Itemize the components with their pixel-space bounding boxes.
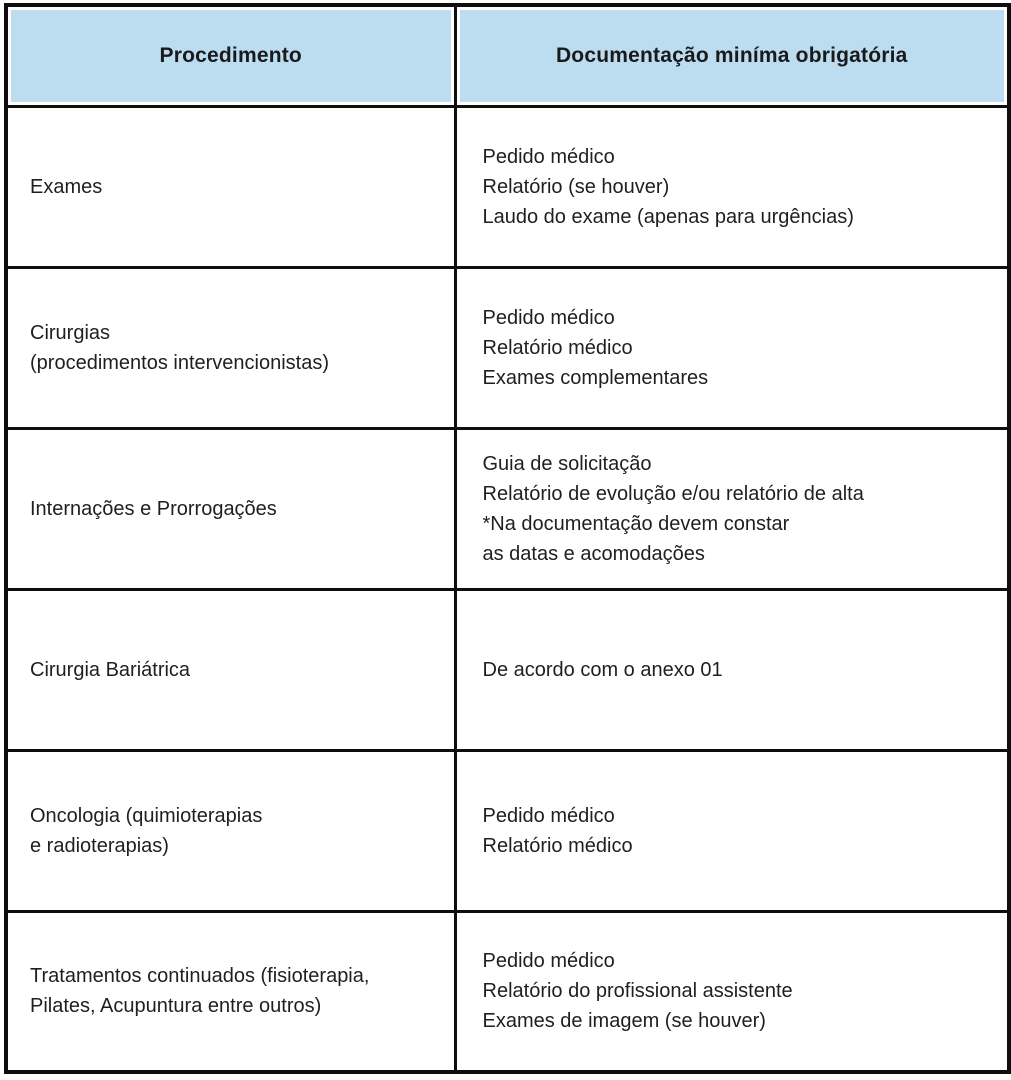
documentacao-line: Relatório médico — [482, 834, 633, 857]
documentacao-line: as datas e acomodações — [482, 542, 705, 565]
header-procedimento: Procedimento — [6, 5, 455, 106]
documentacao-line: Exames de imagem (se houver) — [482, 1010, 766, 1033]
documentacao-line: Pedido médico — [482, 804, 615, 827]
procedures-documentation-table — [4, 3, 1011, 1074]
documentacao-cell — [455, 589, 1009, 750]
procedimento-line: Pilates, Acupuntura entre outros) — [30, 995, 322, 1018]
documentacao-cell — [455, 267, 1009, 428]
documentacao-line: Guia de solicitação — [482, 452, 652, 475]
procedimento-cell — [6, 750, 455, 911]
procedimento-line: (procedimentos intervencionistas) — [30, 351, 330, 374]
documentacao-line: Pedido médico — [482, 950, 615, 973]
table-row — [6, 106, 1009, 267]
documentacao-line: *Na documentação devem constar — [482, 512, 790, 535]
header-documentacao-minima: Documentação miníma obrigatória — [455, 5, 1009, 106]
documentacao-line: Relatório médico — [482, 336, 633, 359]
table-row — [6, 750, 1009, 911]
table-row — [6, 428, 1009, 589]
documentacao-cell — [455, 750, 1009, 911]
table-body — [6, 106, 1009, 1072]
documentacao-line: Relatório do profissional assistente — [482, 980, 793, 1003]
documentacao-line: Pedido médico — [482, 306, 615, 329]
documentacao-line: Pedido médico — [482, 145, 615, 168]
documentacao-line: Relatório de evolução e/ou relatório de alta — [482, 482, 864, 505]
procedimento-line: Cirurgia Bariátrica — [30, 658, 191, 681]
documentacao-cell — [455, 106, 1009, 267]
documentacao-cell — [455, 428, 1009, 589]
documentacao-line: De acordo com o anexo 01 — [482, 658, 723, 681]
procedimento-cell — [6, 106, 455, 267]
procedimento-line: e radioterapias) — [30, 834, 169, 857]
procedimento-cell — [6, 589, 455, 750]
documentacao-line: Laudo do exame (apenas para urgências) — [482, 205, 854, 228]
procedimento-cell — [6, 428, 455, 589]
procedimento-line: Oncologia (quimioterapias — [30, 804, 263, 827]
procedimento-line: Cirurgias — [30, 321, 111, 344]
documentacao-line: Exames complementares — [482, 366, 709, 389]
procedimento-line: Internações e Prorrogações — [30, 497, 277, 520]
header-row — [6, 5, 1009, 106]
table-row — [6, 911, 1009, 1072]
documentacao-cell — [455, 911, 1009, 1072]
procedimento-cell — [6, 267, 455, 428]
table-row — [6, 589, 1009, 750]
procedimento-line: Exames — [30, 175, 103, 198]
documentacao-line: Relatório (se houver) — [482, 175, 670, 198]
procedimento-line: Tratamentos continuados (fisioterapia, — [30, 965, 370, 988]
table-row — [6, 267, 1009, 428]
procedimento-cell — [6, 911, 455, 1072]
